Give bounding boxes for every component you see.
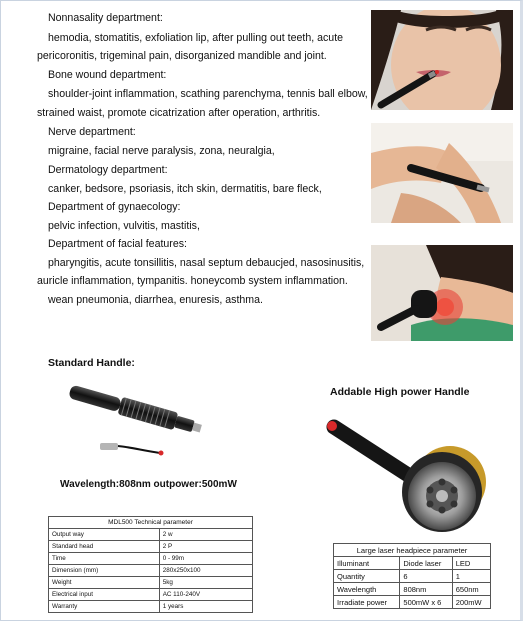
table-cell: 200mW xyxy=(452,596,490,609)
standard-handle-heading: Standard Handle: xyxy=(48,357,135,369)
table-cell: Weight xyxy=(49,577,160,589)
table-cell: 280x250x100 xyxy=(159,565,252,577)
table-cell: AC 110-240V xyxy=(159,589,252,601)
text-line: canker, bedsore, psoriasis, itch skin, dermatitis, bare fleck, xyxy=(48,183,322,195)
dept-heading-bone-wound: Bone wound department: xyxy=(48,69,167,81)
text-line: auricle inflammation, tympanitis. honeycomb system inflammation. xyxy=(37,275,348,287)
text-line: migraine, facial nerve paralysis, zona, neuralgia, xyxy=(48,145,275,157)
text-line: pericoronitis, trigeminal pain, disorganized mandible and joint. xyxy=(37,50,327,62)
table-row xyxy=(49,529,253,541)
table-cell: 500mW x 6 xyxy=(400,596,452,609)
table-cell: Dimension (mm) xyxy=(49,565,160,577)
table-row xyxy=(334,596,491,609)
standard-handle-image xyxy=(60,385,210,465)
table-cell: 0 - 99m xyxy=(159,553,252,565)
mdl500-parameter-table xyxy=(48,516,253,613)
table-cell: 650nm xyxy=(452,583,490,596)
table-cell: 808nm xyxy=(400,583,452,596)
dept-heading-nonnasality: Nonnasality department: xyxy=(48,12,163,24)
photo-neck-treatment xyxy=(371,245,513,341)
table-title-row xyxy=(49,517,253,529)
table-title-row xyxy=(334,544,491,557)
table-row xyxy=(334,570,491,583)
table-row xyxy=(49,589,253,601)
text-line: shoulder-joint inflammation, scathing parenchyma, tennis ball elbow, xyxy=(48,88,368,100)
text-line: hemodia, stomatitis, exfoliation lip, after pulling out teeth, acute xyxy=(48,32,344,44)
high-power-handle-image xyxy=(322,412,492,537)
table-row xyxy=(334,557,491,570)
text-line: strained waist, promote cicatrization after operation, arthritis. xyxy=(37,107,321,119)
table-cell: Wavelength xyxy=(334,583,400,596)
table-cell: 6 xyxy=(400,570,452,583)
table-row xyxy=(49,553,253,565)
table-cell: Quantity xyxy=(334,570,400,583)
text-line: wean pneumonia, diarrhea, enuresis, asthma. xyxy=(48,294,263,306)
text-line: pharyngitis, acute tonsillitis, nasal septum debaucjed, nasosinusitis, xyxy=(48,257,365,269)
dept-heading-nerve: Nerve department: xyxy=(48,126,136,138)
table-cell: 2 w xyxy=(159,529,252,541)
table-row xyxy=(334,583,491,596)
wavelength-caption: Wavelength:808nm outpower:500mW xyxy=(60,479,237,490)
table-cell: 5kg xyxy=(159,577,252,589)
table-row xyxy=(49,577,253,589)
table-cell: LED xyxy=(452,557,490,570)
dept-heading-dermatology: Dermatology department: xyxy=(48,164,168,176)
table-cell: Output way xyxy=(49,529,160,541)
text-line: pelvic infection, vulvitis, mastitis, xyxy=(48,220,200,232)
table-cell: Standard head xyxy=(49,541,160,553)
table-cell: Warranty xyxy=(49,601,160,613)
table-cell: Illuminant xyxy=(334,557,400,570)
table-cell: Diode laser xyxy=(400,557,452,570)
table-cell: 1 xyxy=(452,570,490,583)
table-row xyxy=(49,541,253,553)
table-cell: 2 P xyxy=(159,541,252,553)
dept-heading-gynaecology: Department of gynaecology: xyxy=(48,201,181,213)
photo-elbow-treatment xyxy=(371,123,513,223)
high-power-handle-heading: Addable High power Handle xyxy=(330,386,470,398)
table-cell: Electrical input xyxy=(49,589,160,601)
table-row xyxy=(49,601,253,613)
table-cell: 1 years xyxy=(159,601,252,613)
photo-mouth-treatment xyxy=(371,10,513,110)
table-cell: Time xyxy=(49,553,160,565)
table-row xyxy=(49,565,253,577)
table-title: MDL500 Technical parameter xyxy=(49,517,253,529)
headpiece-parameter-table xyxy=(333,543,491,609)
table-cell: Irradiate power xyxy=(334,596,400,609)
table-title: Large laser headpiece parameter xyxy=(334,544,491,557)
dept-heading-facial-features: Department of facial features: xyxy=(48,238,187,250)
